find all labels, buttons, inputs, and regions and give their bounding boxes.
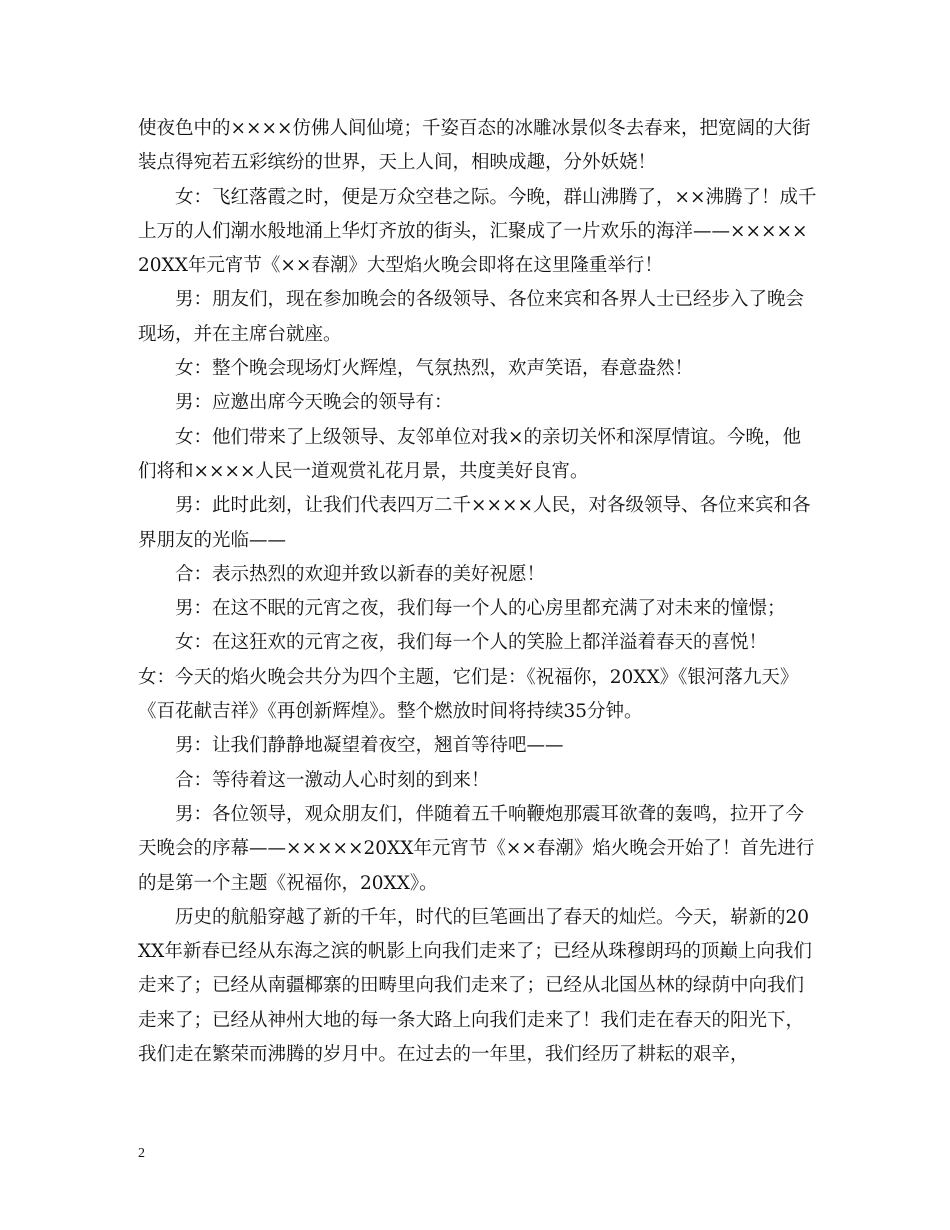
paragraph-5: 男：应邀出席今天晚会的领导有： bbox=[175, 392, 453, 414]
paragraph-12: 男：让我们静静地凝望着夜空，翘首等待吧—— bbox=[175, 735, 564, 757]
paragraph-4: 女：整个晚会现场灯火辉煌，气氛热烈，欢声笑语，春意盎然！ bbox=[175, 358, 694, 380]
paragraph-2: 女：飞红落霞之时，便是万众空巷之际。今晚，群山沸腾了，××沸腾了！成千上万的人们潮水般地涌上华灯齐放的街头，汇聚成了一片欢乐的海洋——×××××20XX年元宵节《××春潮》大型焰火晚会即将在这里隆重举行！ bbox=[138, 186, 817, 277]
paragraph-1: 使夜色中的××××仿佛人间仙境；千姿百态的冰雕冰景似冬去春来，把宽阔的大街装点得宛若五彩缤纷的世界，天上人间，相映成趣，分外妖娆！ bbox=[138, 118, 811, 174]
paragraph-11: 女：今天的焰火晚会共分为四个主题，它们是：《祝福你，20XX》《银河落九天》《百花献吉祥》《再创新辉煌》。整个燃放时间将持续35分钟。 bbox=[138, 666, 799, 723]
paragraph-8: 合：表示热烈的欢迎并致以新春的美好祝愿！ bbox=[175, 563, 546, 585]
paragraph-3: 男：朋友们，现在参加晚会的各级领导、各位来宾和各界人士已经步入了晚会现场，并在主席台就座。 bbox=[138, 289, 805, 345]
paragraph-9: 男：在这不眠的元宵之夜，我们每一个人的心房里都充满了对未来的憧憬； bbox=[175, 598, 786, 620]
document-body bbox=[138, 112, 818, 1072]
paragraph-7: 男：此时此刻，让我们代表四万二千××××人民，对各级领导、各位来宾和各界朋友的光临—— bbox=[138, 495, 811, 551]
paragraph-13: 合：等待着这一激动人心时刻的到来！ bbox=[175, 769, 490, 791]
page-number: 2 bbox=[138, 1146, 145, 1161]
paragraph-14: 男：各位领导，观众朋友们，伴随着五千响鞭炮那震耳欲聋的轰鸣，拉开了今天晚会的序幕——×××××20XX年元宵节《××春潮》焰火晚会开始了！首先进行的是第一个主题《祝福你，20XX》。 bbox=[138, 803, 815, 894]
paragraph-6: 女：他们带来了上级领导、友邻单位对我×的亲切关怀和深厚情谊。今晚，他们将和××××人民一道观赏礼花月景，共度美好良宵。 bbox=[138, 426, 802, 482]
paragraph-15: 历史的航船穿越了新的千年，时代的巨笔画出了春天的灿烂。今天，崭新的20XX年新春已经从东海之滨的帆影上向我们走来了；已经从珠穆朗玛的顶巅上向我们走来了；已经从南疆椰寨的田畴里向我们走来了；已经从北国丛林的绿荫中向我们走来了；已经从神州大地的每一条大路上向我们走来了！我们走在春天的阳光下，我们走在繁荣而沸腾的岁月中。在过去的一年里，我们经历了耕耘的艰辛， bbox=[138, 906, 812, 1066]
paragraph-10: 女：在这狂欢的元宵之夜，我们每一个人的笑脸上都洋溢着春天的喜悦！ bbox=[175, 632, 768, 654]
